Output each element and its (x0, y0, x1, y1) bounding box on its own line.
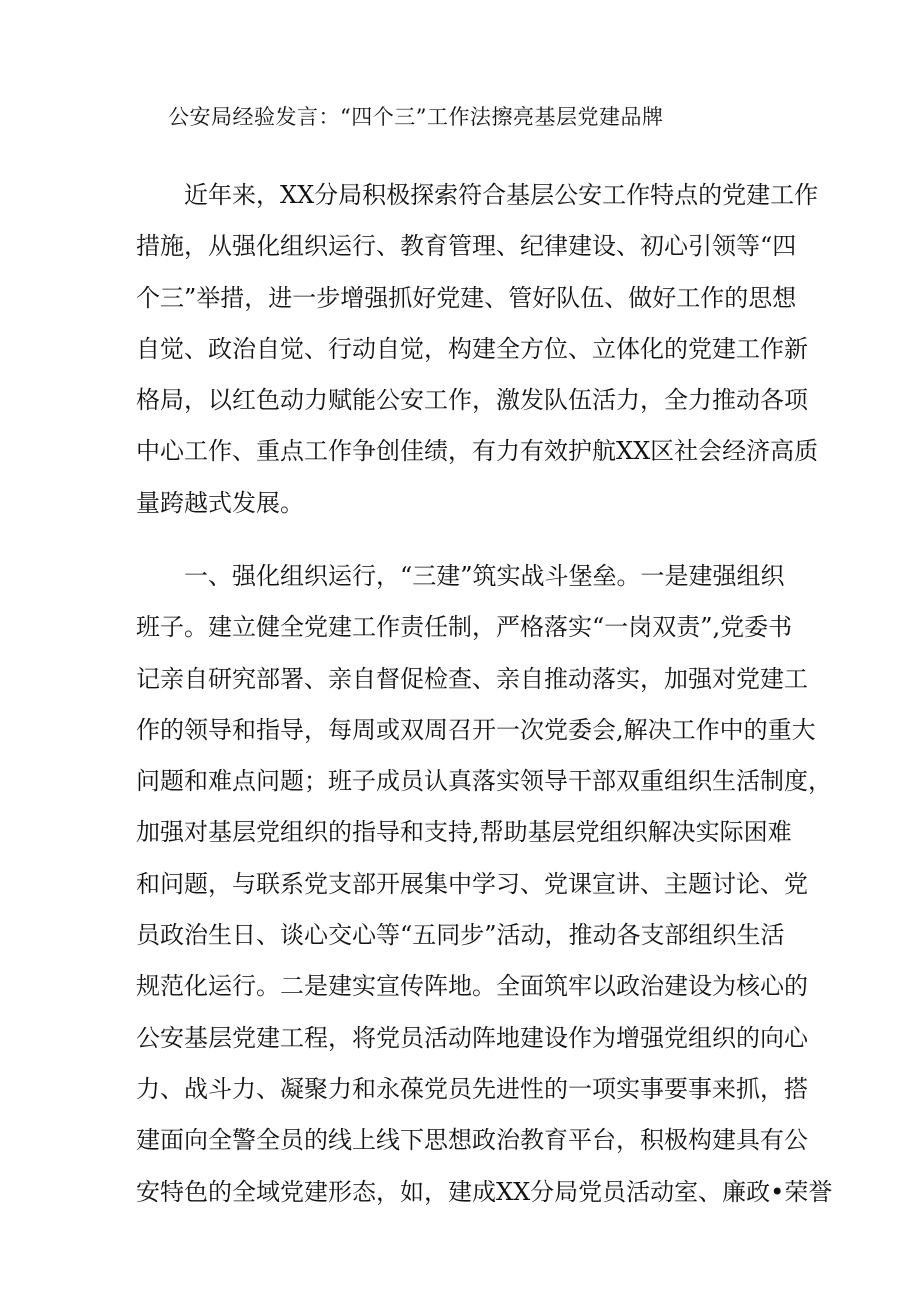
paragraph-line: 格局，以红色动力赋能公安工作，激发队伍活力，全力推动各项 (136, 386, 808, 415)
paragraph-line: 记亲自研究部署、亲自督促检查、亲自推动落实，加强对党建工 (136, 664, 808, 693)
paragraph-line: 和问题，与联系党支部开展集中学习、党课宣讲、主题讨论、党 (136, 869, 808, 898)
paragraph-line: 公安基层党建工程，将党员活动阵地建设作为增强党组织的向心 (136, 1023, 808, 1052)
paragraph-section-one (136, 551, 833, 1218)
paragraph-line: 员政治生日、谈心交心等“五同步”活动，推动各支部组织生活 (136, 921, 785, 950)
paragraph-line: 安特色的全域党建形态，如，建成XX分局党员活动室、廉政•荣誉 (136, 1177, 833, 1206)
paragraph-line: 自觉、政治自觉、行动自觉，构建全方位、立体化的党建工作新 (136, 334, 808, 363)
paragraph-line: 中心工作、重点工作争创佳绩，有力有效护航XX区社会经济高质 (136, 437, 819, 466)
paragraph-line: 力、战斗力、凝聚力和永葆党员先进性的一项实事要事来抓，搭 (136, 1074, 808, 1103)
document-title: 公安局经验发言：“四个三”工作法擦亮基层党建品牌 (168, 105, 664, 129)
paragraph-line: 作的领导和指导，每周或双周召开一次党委会,解决工作中的重大 (136, 715, 816, 744)
paragraph-line: 建面向全警全员的线上线下思想政治教育平台，积极构建具有公 (136, 1126, 808, 1155)
paragraph-line: 加强对基层党组织的指导和支持,帮助基层党组织解决实际困难 (136, 818, 792, 847)
paragraph-intro (136, 170, 819, 529)
paragraph-line: 量跨越式发展。 (136, 488, 304, 517)
paragraph-line: 问题和难点问题；班子成员认真落实领导干部双重组织生活制度， (136, 767, 832, 796)
paragraph-line: 个三”举措，进一步增强抓好党建、管好队伍、做好工作的思想 (136, 283, 797, 312)
paragraph-line: 一、强化组织运行，“三建”筑实战斗堡垒。一是建强组织 (184, 562, 785, 590)
paragraph-line: 班子。建立健全党建工作责任制，严格落实“一岗双责”,党委书 (136, 613, 793, 642)
paragraph-line: 近年来，XX分局积极探索符合基层公安工作特点的党建工作 (184, 181, 819, 209)
paragraph-line: 措施，从强化组织运行、教育管理、纪律建设、初心引领等“四 (136, 232, 797, 261)
paragraph-line: 规范化运行。二是建实宣传阵地。全面筑牢以政治建设为核心的 (136, 972, 808, 1001)
